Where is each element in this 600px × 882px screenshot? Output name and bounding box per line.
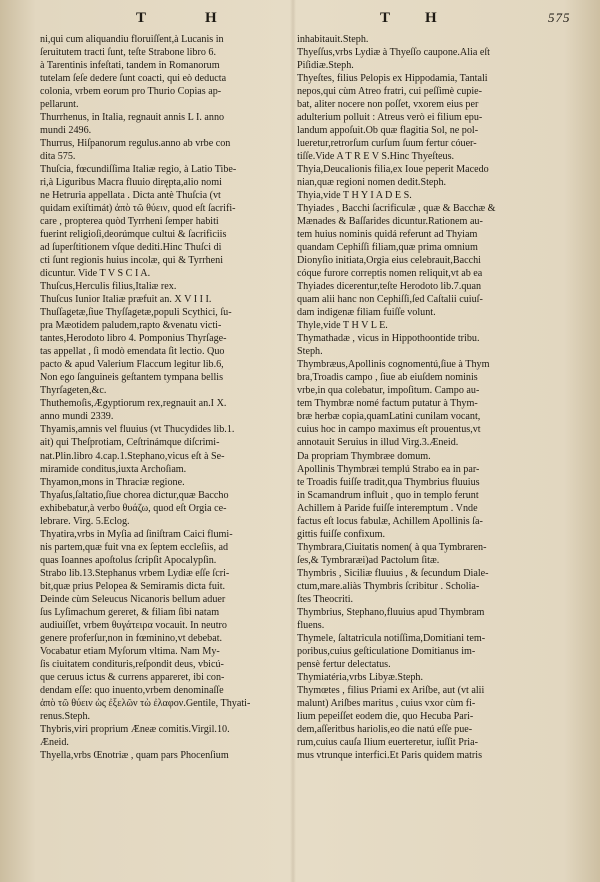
text-line: ne Hetruria appellata . Dicta antè Thuſcia (vt: [40, 190, 221, 202]
text-line: Thymiatéria,vrbs Libyæ.Steph.: [297, 671, 423, 683]
text-line: gittis fuiſſe confixum.: [297, 528, 386, 540]
text-line: ctum,mare.aliàs Thymbris ſcribitur . Scholia-: [297, 580, 480, 592]
text-line: bat, aliter nocere non poſſet, vxorem eius per: [297, 99, 479, 111]
text-line: tutelam ſeſe dedere ſunt coacti, qui eò deducta: [40, 73, 227, 85]
text-line: ſes,& Tymbraræi)ad Pactolum ſitæ.: [297, 554, 440, 566]
text-line: Thyiades , Bacchi ſacrificulæ , quæ & Bacchæ &: [297, 203, 496, 215]
text-line: bra,Troadis campo , ſiue ab eiuſdem nominis: [297, 372, 478, 384]
text-line: ſtes Theocriti.: [297, 593, 354, 605]
text-line: vrbe,in qua colebatur, impoſitum. Campo au-: [297, 385, 480, 397]
text-line: Mænades & Baſſarides dicuntur.Rationem au-: [297, 216, 483, 228]
right-text-column: [297, 33, 563, 875]
text-line: dam indigenæ filiam fuiſſe volunt.: [297, 307, 436, 319]
text-line: tem Thymbræ nomé factum putatur à Thym-: [297, 398, 478, 410]
header-letter-right-1: T: [380, 10, 392, 26]
text-line: Achillem à Paride fuiſſe interemptum . Vnde: [297, 502, 478, 514]
text-line: dendam eſſe: quo inuento,vrbem denominaſſe: [40, 684, 224, 696]
text-line: nian,quæ regioni nomen dedit.Steph.: [297, 177, 447, 189]
text-line: ſus Lyſimachum gereret, & filiam ſibi natam: [40, 606, 220, 618]
header-letter-right-2: H: [425, 10, 438, 26]
text-line: annotauit Seruius in illud Virg.3.Æneid.: [297, 437, 459, 449]
text-line: pellarunt.: [40, 99, 79, 111]
text-line: Thyia,vide T H Y I A D E S.: [297, 190, 412, 202]
text-line: quidam exiſtimát) ἀπὸ τῶ θύειν, quod eſt ſacrifi-: [40, 203, 236, 215]
text-line: que ceruus ictus & currens appareret, ibi con-: [40, 671, 225, 683]
text-line: Thuſcus,Herculis filius,Italiæ rex.: [40, 281, 177, 293]
text-line: à Tarentinis infeſtati, tandem in Romanorum: [40, 60, 220, 72]
text-line: Thuſcus Iunior Italiæ præfuit an. X V I I I.: [40, 294, 212, 306]
text-line: Thyle,vide T H V L E.: [297, 320, 388, 332]
text-line: tantes,Herodoto libro 4. Pomponius Thyrſage-: [40, 333, 227, 345]
text-line: tiſſe.Vide A T R E V S.Hinc Thyeſteus.: [297, 151, 455, 163]
text-line: tem huius nominis quidá referunt ad Thyiam: [297, 229, 478, 241]
text-line: Thyaſus,ſaltatio,ſiue chorea dictur,quæ Baccho: [40, 489, 229, 501]
text-line: anno mundi 2339.: [40, 411, 114, 423]
text-line: Steph.: [297, 346, 323, 358]
page-number: 575: [548, 10, 571, 25]
text-line: fluens.: [297, 619, 325, 631]
text-line: malunt) Ariſbes maritus , cuius vxor cùm fi-: [297, 697, 476, 709]
text-line: pra Mæotidem paludem,rapto &venatu victi-: [40, 320, 222, 332]
text-line: mundi 2496.: [40, 125, 92, 137]
text-line: Thymbris , Siciliæ fluuius , & ſecundum Diale-: [297, 567, 489, 579]
text-line: care , propterea quòd Tyrrheni ſemper habiti: [40, 216, 219, 228]
header-letter-left-2: H: [205, 10, 218, 26]
text-line: Piſidiæ.Steph.: [297, 60, 354, 72]
text-line: Thurrhenus, in Italia, regnauit annis L I. anno: [40, 112, 225, 124]
text-line: Thyeſtes, filius Pelopis ex Hippodamia, Tantali: [297, 73, 488, 85]
text-line: in Scamandrum influit , quo in templo ferunt: [297, 489, 479, 501]
header-letter-left-1: T: [136, 10, 148, 26]
text-line: tas appellat , ſi modò emendata ſit lectio. Quo: [40, 346, 225, 358]
text-line: Thuthemoſis,Ægyptiorum rex,regnauit an.I X.: [40, 398, 227, 410]
text-line: ni,qui cum aliquandiu floruiſſent,à Lucanis in: [40, 34, 224, 45]
text-line: Thyatira,vrbs in Myſia ad ſiniſtram Caici flumi-: [40, 528, 233, 540]
text-line: pensè fertur delectatus.: [297, 658, 391, 670]
text-line: fuerint religioſi,deorúmque cultui & ſacrificiis: [40, 229, 227, 241]
text-line: ſeruitutem tracti ſunt, teſte Strabone libro 6.: [40, 47, 217, 59]
text-line: cti ſunt regionis huius incolæ, qui & Tyrrheni: [40, 255, 224, 267]
text-line: Thymbrius, Stephano,fluuius apud Thymbram: [297, 606, 485, 618]
text-line: lebrare. Virg. 5.Eclog.: [40, 515, 130, 527]
text-line: ad ſuperſtitionem vſque dediti.Hinc Thuſci di: [40, 242, 222, 254]
text-line: Thyrſageten,&c.: [40, 385, 107, 397]
text-line: Thybris,viri proprium Æneæ comitis.Virgil.10.: [40, 723, 230, 735]
left-text-column: [40, 33, 306, 875]
text-line: Vocabatur etiam Myſorum vltima. Nam My-: [40, 645, 220, 657]
text-line: Thymbrara,Ciuitatis nomen( à qua Tymbraren-: [297, 541, 487, 553]
text-line: ri,à Liguribus Macra fluuio dirępta,alio nomi: [40, 177, 222, 189]
text-line: Deinde cùm Seleucus Nicanoris bellum aduer: [40, 593, 226, 605]
text-line: dem,aſſeritbus hariolis,eo die natú eſſe pue-: [297, 723, 473, 735]
text-line: inhabitauit.Steph.: [297, 34, 369, 45]
text-line: dicuntur. Vide T V S C I A.: [40, 268, 151, 280]
text-line: Thyella,vrbs Œnotriæ , quam pars Phocenſium: [40, 749, 229, 761]
text-line: poribus,cuius geſticulatione Domitianus im-: [297, 645, 476, 657]
text-line: Thyiades dicerentur,teſte Herodoto lib.7.quan: [297, 281, 482, 293]
text-line: Thymathadæ , vicus in Hippothoontide tribu.: [297, 333, 480, 345]
text-line: lium pepeiſſet eodem die, quo Hecuba Pari-: [297, 710, 474, 722]
text-line: nepos,qui cùm Atreo fratri, cui peſſimè cupie-: [297, 86, 483, 98]
text-line: ait) qui Theſprotiam, Ceſtrinámque diſcrimi-: [40, 437, 220, 449]
text-line: quam alii hanc non Cephiſſi,ſed Caſtalii cuiuſ-: [297, 294, 483, 306]
text-line: cuius hoc in campo maximus eſt prouentus,vt: [297, 424, 481, 436]
text-line: bræ herbæ copia,quamLatini cunilam vocant,: [297, 411, 481, 423]
text-line: Dionyſio initiata,Orgia eius celebrauit,Bacchi: [297, 255, 481, 267]
text-line: pacto & apud Valerium Flaccum legitur lib.6,: [40, 359, 224, 371]
text-line: adulterium polluit : Atreus verò ei filium epu-: [297, 112, 483, 124]
text-line: factus eſt locus fabulæ, Achillem Apollinis ſa-: [297, 515, 483, 527]
text-line: miramide conditus,iuxta Archoſiam.: [40, 463, 187, 475]
text-line: bit,quæ prius Pelopea & Semiramis dicta fuit.: [40, 580, 226, 592]
text-line: ἀπὸ τῶ θύειν ὡς ἐξελῶν τὼ ἐλαφον.Gentile, Thyati-: [40, 697, 251, 709]
text-line: nat.Plin.libro 4.cap.1.Stephano,vicus eſt à Se-: [40, 450, 225, 462]
text-line: Thymele, ſaltatricula notiſſima,Domitiani tem-: [297, 632, 486, 644]
text-line: Thurrus, Hiſpanorum regulus.anno ab vrbe con: [40, 138, 231, 150]
text-line: quas Ioannes apoſtolus ſcripſit Apocalypſin.: [40, 554, 217, 566]
text-line: renus.Steph.: [40, 710, 91, 722]
running-header: [0, 4, 600, 32]
text-line: dita 575.: [40, 151, 76, 163]
text-line: Thymbræus,Apollinis cognomentú,ſiue à Thym: [297, 359, 490, 371]
text-line: Thuſſagetæ,ſiue Thyſſagetæ,populi Scythici, ſu-: [40, 307, 232, 319]
text-line: Non ego ſanguineis geſtantem tympana bellis: [40, 372, 224, 384]
text-line: exhibebatur,à verbo θυάζω, quod eſt Orgia ce-: [40, 502, 227, 514]
text-line: rum,cuius cauſa Ilium euerteretur, iuſſit Pria-: [297, 736, 478, 748]
text-line: audiuiſſet, vrbem θυγάτειρα vocauit. In neutro: [40, 619, 227, 631]
text-line: mus vtrunque interfici.Et Paris quidem matris: [297, 749, 483, 761]
text-line: genere proferſur,non in fœminino,vt debebat.: [40, 632, 223, 644]
text-line: colonia, vrbem eorum pro Thurio Copias ap-: [40, 86, 222, 98]
text-line: Thyamis,amnis vel fluuius (vt Thucydides lib.1.: [40, 424, 235, 436]
column-gutter: [290, 0, 296, 882]
text-line: Strabo lib.13.Stephanus vrbem Lydiæ eſſe ſcri-: [40, 567, 230, 579]
text-line: Thyia,Deucalionis filia,ex Ioue peperit Macedo: [297, 164, 489, 176]
text-line: ſis ciuitatem condituris,reſpondit deus, vbicú-: [40, 658, 224, 670]
text-line: te Troadis fuiſſe tradit,qua Thymbrius fluuius: [297, 476, 480, 488]
text-line: landum appoſuit.Ob quæ flagitia Sol, ne pol-: [297, 125, 479, 137]
text-line: cóque furore correptis nomen reliquit,vt ab ea: [297, 268, 483, 280]
text-line: Æneid.: [40, 736, 69, 748]
text-line: Thyamon,mons in Thraciæ regione.: [40, 476, 185, 488]
text-line: quandam Cephiſſi filiam,quæ prima omnium: [297, 242, 478, 254]
text-line: Thyeſſus,vrbs Lydiæ à Thyeſſo caupone.Alia eſt: [297, 47, 490, 59]
text-line: Apollinis Thymbræi templú Strabo ea in par-: [297, 463, 480, 475]
text-line: Thymœtes , filius Priami ex Ariſbe, aut (vt alii: [297, 684, 485, 696]
text-line: Thuſcia, fœcundiſſima Italiæ regio, à Latio Tibe-: [40, 164, 237, 176]
text-line: Da propriam Thymbræe domum.: [297, 450, 431, 462]
text-line: lueretur,retrorſum curſum ſuum fertur cóuer-: [297, 138, 477, 150]
text-line: nis partem,quæ fuit vna ex ſeptem eccleſiis, ad: [40, 541, 229, 553]
